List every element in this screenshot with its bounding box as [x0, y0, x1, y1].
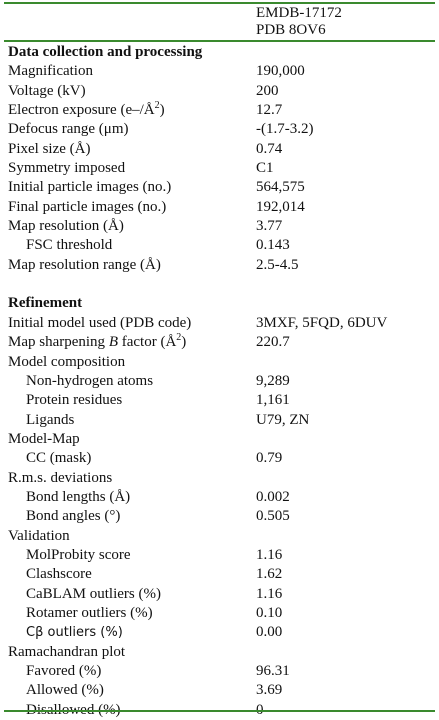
- row-label: Non-hydrogen atoms: [26, 372, 154, 389]
- header-emdb-id: EMDB-17172: [256, 5, 342, 21]
- row-label: Model-Map: [8, 430, 80, 447]
- table-row: [8, 488, 433, 507]
- table-top-rule: [4, 2, 435, 4]
- row-label: Model composition: [8, 353, 126, 370]
- row-value: 0.00: [256, 624, 283, 641]
- row-label: Allowed (%): [26, 682, 104, 699]
- row-label: CaBLAM outliers (%): [26, 585, 161, 602]
- row-label: R.m.s. deviations: [8, 469, 113, 486]
- table-row: [8, 120, 433, 139]
- table-row: [8, 565, 433, 584]
- row-value: 9,289: [256, 372, 290, 389]
- table-row: [8, 372, 433, 391]
- table-row: [8, 430, 433, 449]
- row-label: Validation: [8, 527, 70, 544]
- row-value: 0.505: [256, 508, 290, 525]
- row-label: Protein residues: [26, 392, 123, 409]
- row-label: Magnification: [8, 63, 93, 80]
- table-row: [8, 178, 433, 197]
- table-row: [8, 546, 433, 565]
- table-row: [8, 604, 433, 623]
- row-value: 0.143: [256, 237, 290, 254]
- row-value: 2.5-4.5: [256, 256, 299, 273]
- row-label: Map resolution range (Å): [8, 256, 161, 273]
- row-label: Favored (%): [26, 663, 102, 679]
- table-row: [8, 217, 433, 236]
- row-value: 1.62: [256, 566, 283, 583]
- row-label: CC (mask): [26, 450, 92, 467]
- row-value: 220.7: [256, 334, 290, 351]
- table-row: [8, 159, 433, 178]
- table-body: [8, 43, 433, 720]
- row-value: 0.002: [256, 488, 290, 505]
- row-label: Symmetry imposed: [8, 160, 126, 177]
- header-pdb-id: PDB 8OV6: [256, 22, 326, 38]
- row-value: 3.69: [256, 682, 283, 699]
- row-label: Rotamer outliers (%): [26, 604, 153, 621]
- row-label: Ramachandran plot: [8, 643, 126, 660]
- row-label: Bond angles (°): [26, 508, 121, 525]
- table-row: [8, 140, 433, 159]
- row-label: Initial model used (PDB code): [8, 314, 192, 331]
- row-value: C1: [256, 160, 274, 177]
- table-row: [8, 469, 433, 488]
- table-row: [8, 507, 433, 526]
- table-row: [8, 198, 433, 217]
- table-row: [8, 314, 433, 333]
- row-label: Data collection and processing: [8, 44, 203, 60]
- row-value: 1.16: [256, 546, 283, 563]
- row-value: 3.77: [256, 218, 283, 235]
- row-value: 200: [256, 82, 279, 99]
- table-row: [8, 101, 433, 120]
- table-row: [8, 681, 433, 700]
- table-row: [8, 449, 433, 468]
- row-value: 12.7: [256, 102, 283, 119]
- table-row: [8, 662, 433, 681]
- row-label: Ligands: [26, 411, 75, 428]
- table-row: [8, 333, 433, 352]
- row-value: 3MXF, 5FQD, 6DUV: [256, 314, 388, 331]
- table-row: [8, 256, 433, 275]
- row-label: Defocus range (μm): [8, 121, 129, 138]
- row-value: 1,161: [256, 392, 290, 409]
- table-row: [8, 623, 433, 642]
- row-label: Cβ outliers (%): [26, 625, 123, 641]
- table-header-rule: [4, 40, 435, 42]
- row-value: 192,014: [256, 198, 305, 215]
- row-label: Refinement: [8, 295, 83, 312]
- row-label: Electron exposure $(e-/Å^2)$: [8, 100, 165, 119]
- row-value: -(1.7-3.2): [256, 121, 314, 138]
- row-label: Final particle images (no.): [8, 198, 167, 215]
- table-row: [8, 527, 433, 546]
- section-heading-row: [8, 294, 433, 313]
- table-row: [8, 585, 433, 604]
- row-label: Bond lengths (Å): [26, 488, 131, 505]
- table-row: [8, 391, 433, 410]
- row-label: Initial particle images (no.): [8, 179, 172, 196]
- table-bottom-rule: [4, 710, 435, 712]
- table-row: [8, 236, 433, 255]
- table-row: [8, 411, 433, 430]
- table-row: [8, 62, 433, 81]
- row-value: 1.16: [256, 585, 283, 602]
- table-row: [8, 353, 433, 372]
- row-label: Map sharpening B factor $(Å^2)$: [8, 332, 187, 351]
- row-label: Clashscore: [26, 566, 92, 583]
- row-value: 190,000: [256, 63, 305, 80]
- table-row: [8, 643, 433, 662]
- row-value: 96.31: [256, 663, 290, 679]
- row-label: Map resolution (Å): [8, 218, 124, 235]
- section-heading-row: [8, 43, 433, 62]
- row-label: Pixel size (Å): [8, 140, 91, 157]
- row-value: 0.79: [256, 450, 283, 467]
- row-label: Voltage (kV): [8, 82, 86, 99]
- row-value: U79, ZN: [256, 411, 310, 428]
- table-row: [8, 82, 433, 101]
- row-value: 0.74: [256, 140, 283, 157]
- row-label: FSC threshold: [26, 237, 113, 254]
- row-value: 0.10: [256, 604, 283, 621]
- spacer-row: [8, 275, 433, 294]
- row-value: 564,575: [256, 179, 305, 196]
- row-label: MolProbity score: [26, 546, 131, 563]
